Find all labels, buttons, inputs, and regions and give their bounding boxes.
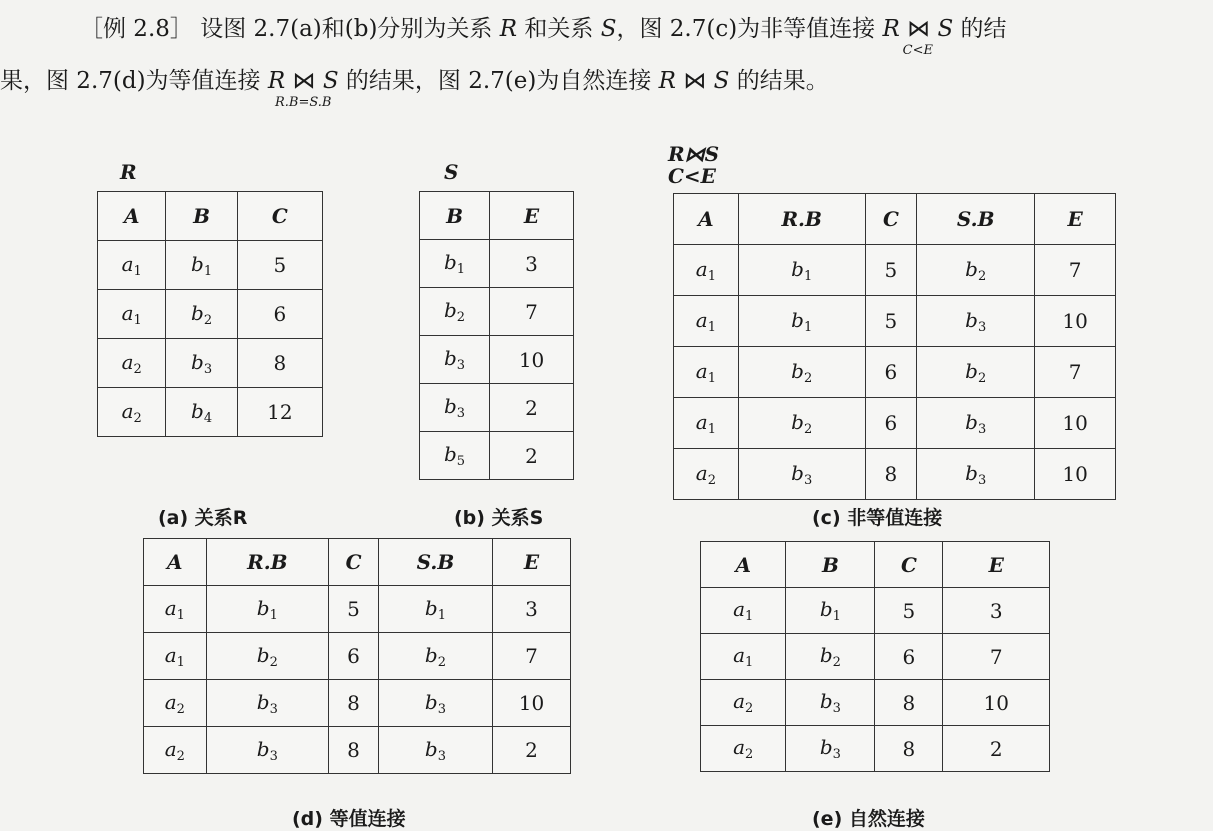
table-cell: $b_3$ <box>420 384 490 432</box>
table-cell: $b_2$ <box>917 245 1035 296</box>
table-cell: $b_1$ <box>166 241 237 290</box>
table-row <box>420 432 574 480</box>
table-cell: 10 <box>1035 398 1116 449</box>
table-row <box>674 449 1116 500</box>
column-header: C <box>865 194 917 245</box>
table-cell: 5 <box>237 241 322 290</box>
intro-line-1: ［例 2.8］ 设图 2.7(a)和(b)分别为关系 R 和关系 S，图 2.7(c)为非等值连接 R ⋈ S C<E 的结 <box>80 16 1007 58</box>
table-cell: $b_1$ <box>738 245 865 296</box>
table-cell: $b_3$ <box>206 727 328 774</box>
table-row <box>420 336 574 384</box>
relation-s-table <box>419 191 574 480</box>
table-cell: $b_2$ <box>378 633 492 680</box>
table-row <box>98 339 323 388</box>
table-row <box>701 680 1050 726</box>
table-cell: $b_3$ <box>378 727 492 774</box>
table-cell: 8 <box>875 726 943 772</box>
table-cell: $b_2$ <box>420 288 490 336</box>
column-header: R.B <box>738 194 865 245</box>
table-cell: 8 <box>329 680 379 727</box>
table-row <box>674 245 1116 296</box>
figure-label-e: (e) 自然连接 <box>812 808 925 830</box>
table-cell: 6 <box>329 633 379 680</box>
table-cell: $b_3$ <box>420 336 490 384</box>
figure-label-a: (a) 关系R <box>158 507 248 529</box>
table-cell: $b_2$ <box>917 347 1035 398</box>
column-header: B <box>786 542 875 588</box>
table-cell: $a_1$ <box>144 586 207 633</box>
table-cell: $a_1$ <box>674 398 739 449</box>
table-cell: 10 <box>1035 449 1116 500</box>
header-row <box>98 192 323 241</box>
table-cell: $a_2$ <box>144 680 207 727</box>
header-row <box>420 192 574 240</box>
table-cell: $b_3$ <box>166 339 237 388</box>
table-cell: $a_1$ <box>674 347 739 398</box>
table-cell: $b_2$ <box>166 290 237 339</box>
natural-join-table <box>700 541 1050 772</box>
table-row <box>674 398 1116 449</box>
table-cell: $a_2$ <box>98 388 166 437</box>
table-row <box>144 586 571 633</box>
column-header: R.B <box>206 539 328 586</box>
table-row <box>420 240 574 288</box>
table-cell: 7 <box>490 288 574 336</box>
table-cell: $b_3$ <box>738 449 865 500</box>
table-cell: 10 <box>490 336 574 384</box>
table-row <box>674 347 1116 398</box>
table-cell: 10 <box>943 680 1050 726</box>
equi-join-expression: R ⋈ S R.B=S.B <box>267 68 339 110</box>
table-row <box>420 288 574 336</box>
table-cell: 5 <box>865 245 917 296</box>
table-cell: 12 <box>237 388 322 437</box>
table-cell: $b_2$ <box>738 347 865 398</box>
table-cell: 2 <box>490 432 574 480</box>
table-cell: $a_2$ <box>674 449 739 500</box>
column-header: A <box>144 539 207 586</box>
table-row <box>701 634 1050 680</box>
table-cell: $b_3$ <box>378 680 492 727</box>
table-cell: 6 <box>875 634 943 680</box>
table-row <box>674 296 1116 347</box>
table-cell: $a_1$ <box>701 634 786 680</box>
table-cell: 10 <box>1035 296 1116 347</box>
table-r-caption: R <box>120 160 137 184</box>
table-row <box>144 727 571 774</box>
table-row <box>98 241 323 290</box>
table-cell: $a_1$ <box>144 633 207 680</box>
table-cell: $a_1$ <box>98 290 166 339</box>
table-cell: $b_3$ <box>206 680 328 727</box>
column-header: E <box>490 192 574 240</box>
column-header: A <box>674 194 739 245</box>
table-cell: $b_4$ <box>166 388 237 437</box>
table-cell: 8 <box>875 680 943 726</box>
table-cell: $b_2$ <box>206 633 328 680</box>
table-cell: $b_3$ <box>917 398 1035 449</box>
table-cell: $b_1$ <box>786 588 875 634</box>
table-cell: $b_1$ <box>378 586 492 633</box>
table-row <box>420 384 574 432</box>
figure-label-b: (b) 关系S <box>454 507 544 529</box>
table-cell: 6 <box>865 347 917 398</box>
table-cell: $a_1$ <box>98 241 166 290</box>
table-cell: $a_2$ <box>144 727 207 774</box>
table-cell: 10 <box>492 680 570 727</box>
table-cell: $a_1$ <box>674 296 739 347</box>
table-cell: 2 <box>492 727 570 774</box>
table-cell: $a_2$ <box>701 680 786 726</box>
table-cell: $b_3$ <box>917 449 1035 500</box>
column-header: S.B <box>378 539 492 586</box>
table-cell: 5 <box>875 588 943 634</box>
theta-join-expression: R ⋈ S C<E <box>882 16 954 58</box>
table-cell: 2 <box>943 726 1050 772</box>
table-cell: $b_5$ <box>420 432 490 480</box>
equi-join-table <box>143 538 571 774</box>
column-header: C <box>875 542 943 588</box>
table-cell: 2 <box>490 384 574 432</box>
natural-join-expression: R ⋈ S <box>658 68 730 94</box>
relation-r-table <box>97 191 323 437</box>
figure-label-c: (c) 非等值连接 <box>812 507 943 529</box>
table-row <box>98 290 323 339</box>
table-cell: $b_3$ <box>786 726 875 772</box>
table-row <box>144 680 571 727</box>
table-cell: 8 <box>865 449 917 500</box>
figure-label-d: (d) 等值连接 <box>292 808 406 830</box>
column-header: C <box>329 539 379 586</box>
header-row <box>674 194 1116 245</box>
table-row <box>701 726 1050 772</box>
table-cell: $a_2$ <box>701 726 786 772</box>
table-cell: 7 <box>492 633 570 680</box>
table-cell: 5 <box>329 586 379 633</box>
table-cell: 5 <box>865 296 917 347</box>
table-s-caption: S <box>444 160 459 184</box>
table-cell: 8 <box>329 727 379 774</box>
table-row <box>701 588 1050 634</box>
table-cell: 3 <box>490 240 574 288</box>
example-label: ［例 2.8］ <box>80 16 193 42</box>
header-row <box>701 542 1050 588</box>
theta-join-table <box>673 193 1116 500</box>
table-cell: 6 <box>237 290 322 339</box>
header-row <box>144 539 571 586</box>
column-header: A <box>98 192 166 241</box>
table-cell: 3 <box>943 588 1050 634</box>
table-row <box>98 388 323 437</box>
table-cell: 7 <box>943 634 1050 680</box>
table-cell: 8 <box>237 339 322 388</box>
table-c-caption: R⋈S C<E <box>668 142 720 188</box>
table-cell: 3 <box>492 586 570 633</box>
table-cell: 6 <box>865 398 917 449</box>
table-cell: $b_1$ <box>420 240 490 288</box>
column-header: B <box>420 192 490 240</box>
table-cell: $a_1$ <box>701 588 786 634</box>
table-cell: $a_2$ <box>98 339 166 388</box>
table-row <box>144 633 571 680</box>
intro-line-2: 果，图 2.7(d)为等值连接 R ⋈ S R.B=S.B 的结果，图 2.7(e)为自然连接 R ⋈ S 的结果。 <box>0 68 829 110</box>
column-header: A <box>701 542 786 588</box>
table-cell: 7 <box>1035 347 1116 398</box>
column-header: B <box>166 192 237 241</box>
table-cell: $b_2$ <box>738 398 865 449</box>
column-header: E <box>943 542 1050 588</box>
table-cell: $a_1$ <box>674 245 739 296</box>
column-header: E <box>1035 194 1116 245</box>
table-cell: $b_3$ <box>917 296 1035 347</box>
column-header: S.B <box>917 194 1035 245</box>
table-cell: $b_2$ <box>786 634 875 680</box>
table-cell: $b_1$ <box>738 296 865 347</box>
column-header: C <box>237 192 322 241</box>
table-cell: $b_3$ <box>786 680 875 726</box>
table-cell: 7 <box>1035 245 1116 296</box>
table-cell: $b_1$ <box>206 586 328 633</box>
column-header: E <box>492 539 570 586</box>
